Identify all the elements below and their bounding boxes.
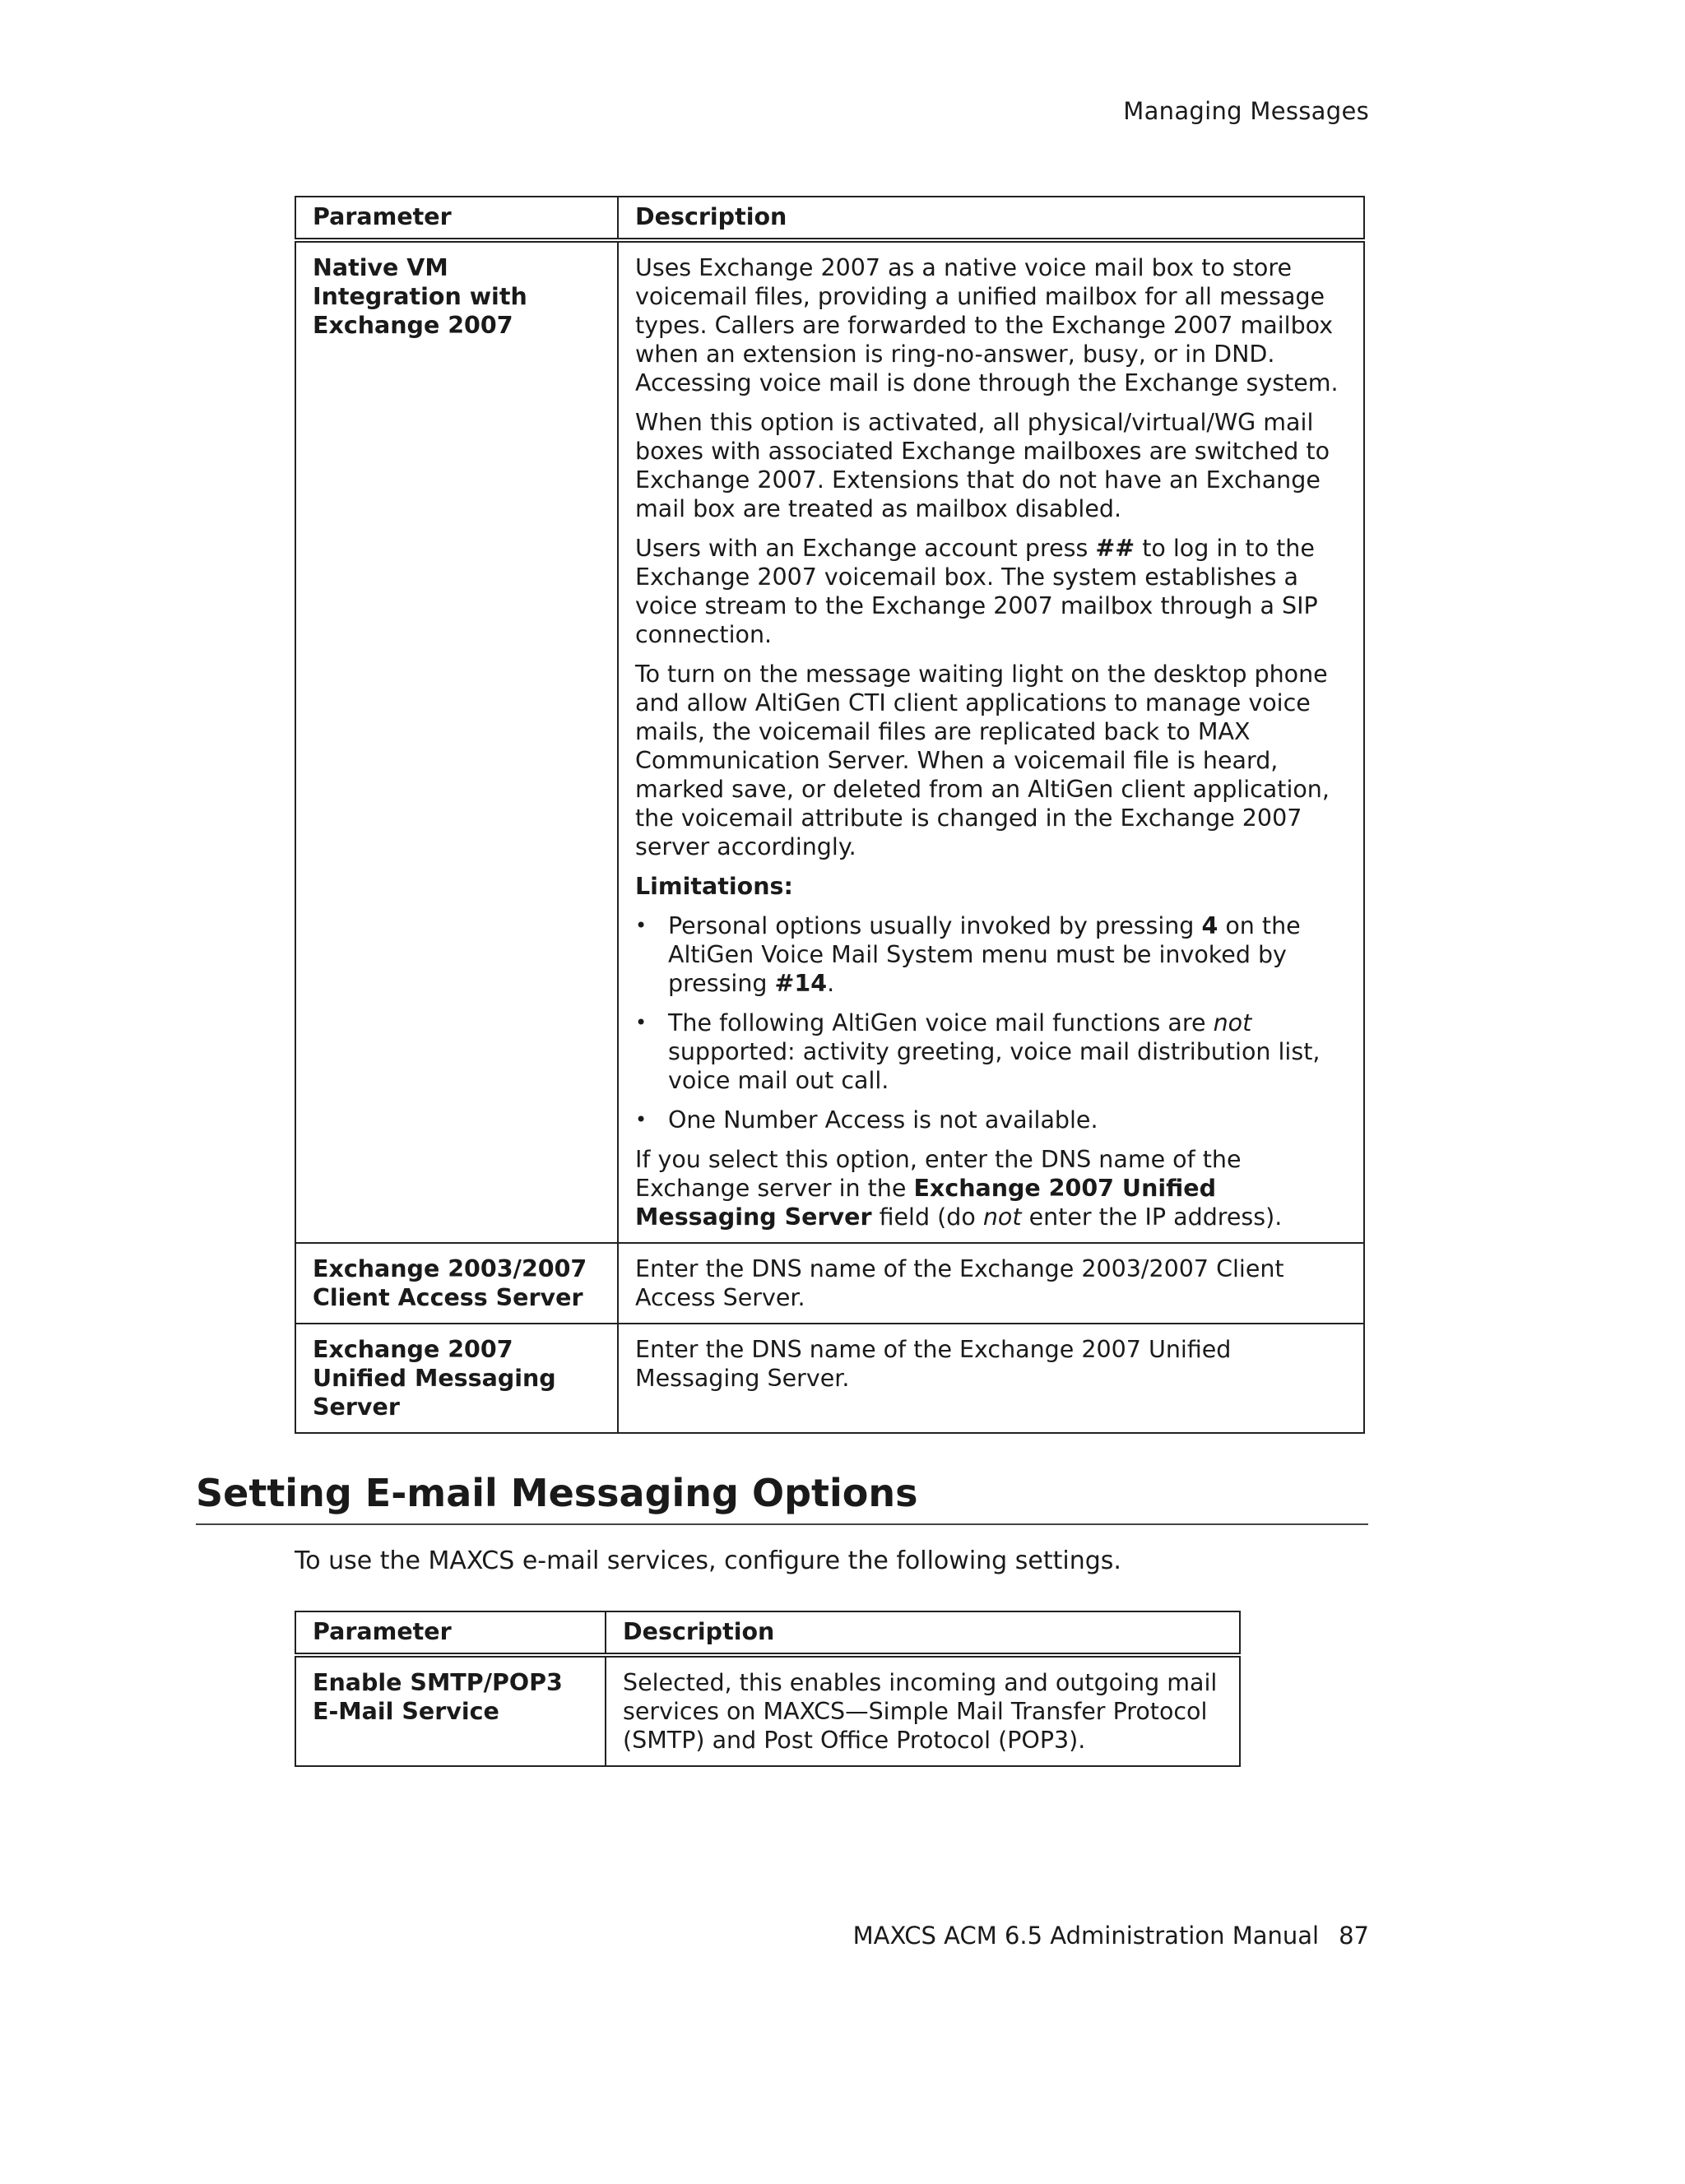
key-sequence: 4 [1201,912,1218,939]
description-paragraph: When this option is activated, all physical/virtual/WG mail boxes with associated Exchange mailboxes are switched to Exchange 2007. Extensions that do not have an Exchange mail box are treated as mailbox disabled. [635,409,1330,522]
column-header-description: Description [618,197,1364,240]
list-item: • One Number Access is not available. [635,1106,1347,1134]
key-sequence: #14 [774,970,828,997]
description-paragraph: Users with an Exchange account press ## to log in to the Exchange 2007 voicemail box. The system establishes a voice stream to the Exchange 2007 mailbox through a SIP connection. [635,535,1318,648]
table-row [295,1324,1364,1433]
section-title: Setting E-mail Messaging Options [196,1471,1368,1525]
table-row [295,1655,1240,1766]
description-paragraph: To turn on the message waiting light on the desktop phone and allow AltiGen CTI client applications to manage voice mails, the voicemail files are replicated back to MAX Communication Server. When a voicemail file is heard, marked save, or deleted from an AltiGen client application, the voicemail attribute is changed in the Exchange 2007 server accordingly. [635,661,1330,860]
parameter-description: Enter the DNS name of the Exchange 2003/2007 Client Access Server. [618,1243,1364,1324]
parameter-name: Native VM Integration with Exchange 2007 [295,240,618,1243]
parameter-description: Selected, this enables incoming and outgoing mail services on MAXCS—Simple Mail Transfer Protocol (SMTP) and Post Office Protocol (POP3). [606,1655,1240,1766]
table-header-row [295,1611,1240,1655]
parameter-name: Enable SMTP/POP3 E-Mail Service [295,1655,606,1766]
running-header: Managing Messages [1123,97,1369,125]
list-item: • Personal options usually invoked by pressing 4 on the AltiGen Voice Mail System menu must be invoked by pressing #14. [635,911,1347,998]
table-header-row [295,197,1364,240]
column-header-parameter: Parameter [295,1611,606,1655]
parameter-description [618,240,1364,1243]
parameter-name: Exchange 2003/2007 Client Access Server [295,1243,618,1324]
parameter-table-exchange [295,196,1365,1434]
page-footer [853,1922,1369,1950]
field-name: Exchange 2007 Unified Messaging Server [635,1175,1216,1231]
limitations-heading: Limitations: [635,873,793,900]
parameter-name: Exchange 2007 Unified Messaging Server [295,1324,618,1433]
parameter-table-email [295,1611,1241,1767]
page-number: 87 [1339,1922,1369,1950]
key-sequence: ## [1095,535,1135,562]
limitations-list [635,911,1347,1134]
manual-title: MAXCS ACM 6.5 Administration Manual [852,1922,1320,1950]
description-paragraph: Uses Exchange 2007 as a native voice mail box to store voicemail files, providing a unified mailbox for all message types. Callers are forwarded to the Exchange 2007 mailbox when an extension is ring-no-answer, busy, or in DND. Accessing voice mail is done through the Exchange system. [635,254,1339,396]
column-header-parameter: Parameter [295,197,618,240]
parameter-description: Enter the DNS name of the Exchange 2007 Unified Messaging Server. [618,1324,1364,1433]
list-item: • The following AltiGen voice mail functions are not supported: activity greeting, voice mail distribution list, voice mail out call. [635,1009,1347,1095]
description-paragraph: If you select this option, enter the DNS name of the Exchange server in the Exchange 2007 Unified Messaging Server field (do not enter the IP address). [635,1146,1283,1231]
table-row [295,240,1364,1243]
column-header-description: Description [606,1611,1240,1655]
table-row [295,1243,1364,1324]
section-intro: To use the MAXCS e-mail services, configure the following settings. [295,1546,1121,1575]
